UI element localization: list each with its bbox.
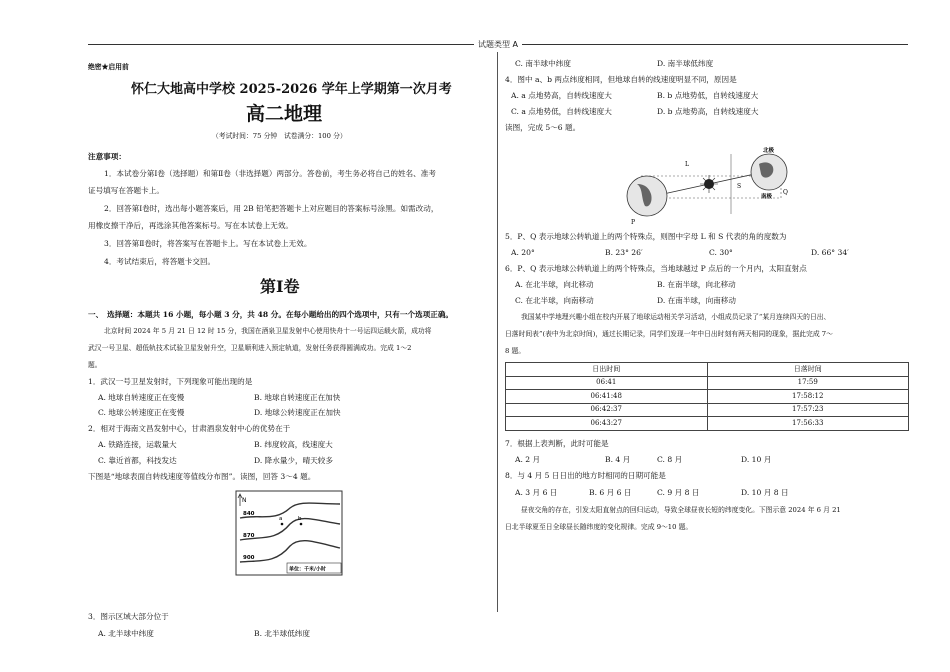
option: A. 在北半球，向北移动 <box>515 280 594 289</box>
option: C. 9 月 8 日 <box>657 488 700 497</box>
south-pole-label: 南极 <box>761 194 773 200</box>
passage-line: 题。 <box>88 361 102 369</box>
notice-title: 注意事项： <box>88 152 126 161</box>
option: D. 南半球低纬度 <box>657 59 714 68</box>
point-label: b <box>298 516 302 522</box>
passage-line: 8 题。 <box>505 347 526 355</box>
table-cell: 17:57:23 <box>707 403 909 417</box>
passage-line: 日北半球夏至日全球昼长随纬度的变化规律。完成 9～10 题。 <box>505 523 693 531</box>
table-row <box>506 417 909 431</box>
table-cell: 17:56:33 <box>707 417 909 431</box>
table-cell: 06:41 <box>506 376 708 390</box>
question-2: 2．相对于海南文昌发射中心，甘肃酒泉发射中心的优势在于 <box>88 424 291 433</box>
passage-line: 昼夜交角的存在，引发太阳直射点的回归运动，导致全球昼夜长短的纬度变化。下图示意 2024 年 6 月 21 <box>521 506 841 514</box>
angle-label: S <box>737 183 742 190</box>
notice-line: 4．考试结束后，将答题卡交回。 <box>104 257 216 266</box>
option: C. 在北半球，向南移动 <box>515 296 594 305</box>
option: B. 地球自转速度正在加快 <box>254 393 341 402</box>
secret-mark: 绝密★启用前 <box>88 63 129 71</box>
table-cell: 06:42:37 <box>506 403 708 417</box>
option: D. 10 月 <box>741 455 772 464</box>
option: C. 南半球中纬度 <box>515 59 571 68</box>
passage-line: 日落时间表”(表中为北京时间)，通过长期记录，同学们发现一年中日出时刻有两天相同的现象，据此完成 7～ <box>505 330 833 338</box>
option: B. 纬度较高，线速度大 <box>254 440 333 449</box>
column-divider <box>497 52 498 612</box>
isoline-figure <box>235 490 345 578</box>
table-row <box>506 403 909 417</box>
doc-type-label: 试题类型 A <box>474 39 522 50</box>
question-1: 1．武汉一号卫星发射时，下列现象可能出现的是 <box>88 377 253 386</box>
option: C. 靠近首都，科技发达 <box>98 456 177 465</box>
question-7: 7．根据上表判断，此时可能是 <box>505 439 609 448</box>
point-label: Q <box>783 189 788 196</box>
table-header-row <box>506 363 909 377</box>
table-row <box>506 390 909 404</box>
question-6: 6．P、Q 表示地球公转轨道上的两个特殊点，当地球越过 P 点后的一个月内，太阳直射点 <box>505 264 807 273</box>
option: B. 4 月 <box>605 455 631 464</box>
notice-line: 用橡皮擦干净后，再选涂其他答案标号。写在本试卷上无效。 <box>88 221 294 230</box>
passage-line: 我国某中学地理兴趣小组在校内开展了地球运动相关学习活动，小组成员记录了“某月连续四天的日出、 <box>521 313 831 321</box>
option: A. 地球自转速度正在变慢 <box>98 393 185 402</box>
isoline-label: 840 <box>243 511 255 517</box>
sun-rays-icon <box>700 175 718 193</box>
option: B. b 点地势低，自转线速度大 <box>657 91 759 100</box>
option: A. 2 月 <box>515 455 541 464</box>
table-cell: 06:43:27 <box>506 417 708 431</box>
isoline-label: 870 <box>243 533 255 539</box>
point-label: a <box>279 516 283 522</box>
sunrise-sunset-table <box>505 362 909 431</box>
point-a <box>281 523 284 526</box>
isoline-label: 900 <box>243 555 255 561</box>
option: D. b 点地势高，自转线速度大 <box>657 107 759 116</box>
option: D. 地球公转速度正在加快 <box>254 408 341 417</box>
notice-line: 2．回答第Ⅰ卷时，选出每小题答案后，用 2B 铅笔把答题卡上对应题目的答案标号涂黑。如需改动， <box>104 204 439 213</box>
notice-line: 3．回答第Ⅱ卷时，将答案写在答题卡上。写在本试卷上无效。 <box>104 239 312 248</box>
table-cell: 17:58:12 <box>707 390 909 404</box>
north-pole-label: 北极 <box>763 148 775 154</box>
table-header: 日落时间 <box>707 363 909 377</box>
option: C. 30° <box>709 248 733 257</box>
point-label: P <box>631 219 636 226</box>
angle-label: L <box>685 161 689 168</box>
option: A. 铁路连接，运载量大 <box>98 440 177 449</box>
question-4: 4．图中 a、b 两点纬度相同，但地球自转的线速度明显不同，原因是 <box>505 75 737 84</box>
option: C. 8 月 <box>657 455 683 464</box>
option: D. 10 月 8 日 <box>741 488 789 497</box>
option: B. 在南半球，向北移动 <box>657 280 736 289</box>
figure2-caption: 读图，完成 5～6 题。 <box>505 123 581 132</box>
option: C. a 点地势低，自转线速度大 <box>511 107 612 116</box>
orbit-figure <box>623 146 795 228</box>
notice-line: 证号填写在答题卡上。 <box>88 186 164 195</box>
option: A. 3 月 6 日 <box>515 488 558 497</box>
option: D. 降水量少，晴天较多 <box>254 456 333 465</box>
exam-info: （考试时间：75 分钟 试卷满分：100 分） <box>212 132 347 140</box>
passage-line: 北京时间 2024 年 5 月 21 日 12 时 15 分，我国在酒泉卫星发射中心使用快舟十一号运四运载火箭，成功将 <box>104 327 432 335</box>
table-cell: 17:59 <box>707 376 909 390</box>
north-label: N <box>242 497 247 504</box>
option: C. 地球公转速度正在变慢 <box>98 408 185 417</box>
figure1-caption: 下图是“地球表面自转线速度等值线分布图”。读图，回答 3～4 题。 <box>88 472 316 481</box>
option: D. 在南半球，向南移动 <box>657 296 736 305</box>
question-3: 3．图示区域大部分位于 <box>88 612 169 621</box>
section-intro: 一、 选择题：本题共 16 小题，每小题 3 分，共 48 分。在每小题给出的四个选项中，只有一个选项正确。 <box>88 310 454 319</box>
option: B. 23° 26′ <box>605 248 643 257</box>
option: A. 北半球中纬度 <box>98 629 154 638</box>
section-title: 第Ⅰ卷 <box>260 277 300 296</box>
table-header: 日出时间 <box>506 363 708 377</box>
question-5: 5．P、Q 表示地球公转轨道上的两个特殊点，则图中字母 L 和 S 代表的角的度数为 <box>505 232 787 241</box>
table-cell: 06:41:48 <box>506 390 708 404</box>
option: A. 20° <box>511 248 535 257</box>
option: B. 北半球低纬度 <box>254 629 310 638</box>
point-b <box>300 523 303 526</box>
option: A. a 点地势高，自转线速度大 <box>511 91 612 100</box>
question-8: 8．与 4 月 5 日日出的地方时相同的日期可能是 <box>505 471 666 480</box>
unit-label: 单位：千米/小时 <box>289 566 326 573</box>
subject-title: 高二地理 <box>246 103 323 125</box>
school-title: 怀仁大地高中学校 2025-2026 学年上学期第一次月考 <box>131 82 452 97</box>
notice-line: 1．本试卷分第Ⅰ卷（选择题）和第Ⅱ卷（非选择题）两部分。答卷前，考生务必将自己的姓名、准考 <box>104 169 436 178</box>
table-row <box>506 376 909 390</box>
option: D. 66° 34′ <box>811 248 849 257</box>
passage-line: 武汉一号卫星、超低轨技术试验卫星发射升空，卫星顺利进入预定轨道，发射任务获得圆满成功。完成 1～2 <box>88 344 412 352</box>
option: B. 6 月 6 日 <box>589 488 632 497</box>
